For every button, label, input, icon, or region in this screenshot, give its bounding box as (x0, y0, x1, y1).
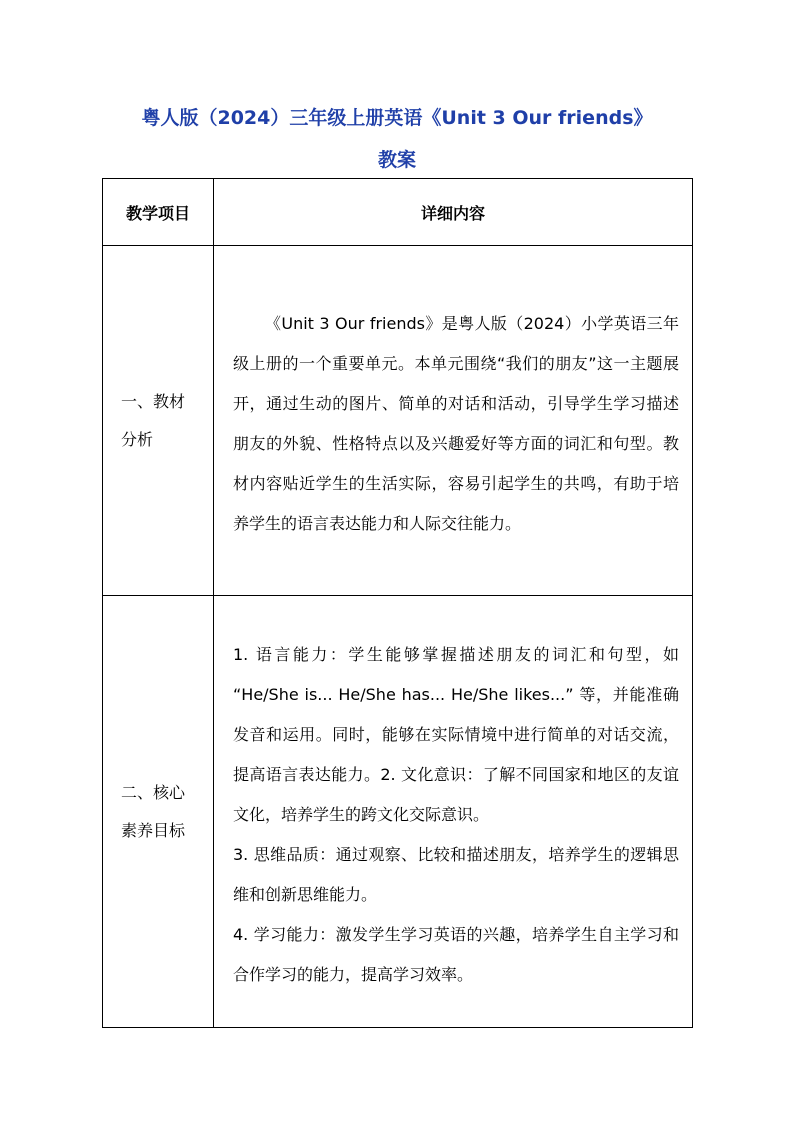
objective-item: 3. 思维品质：通过观察、比较和描述朋友，培养学生的逻辑思维和创新思维能力。 (233, 844, 679, 904)
row-label (103, 246, 214, 596)
row-label-line2: 分析 (121, 429, 154, 449)
row-label-line2: 素养目标 (121, 820, 186, 840)
content-paragraph: 《Unit 3 Our friends》是粤人版（2024）小学英语三年级上册的一个重要单元。本单元围绕“我们的朋友”这一主题展开，通过生动的图片、简单的对话和活动，引导学生学习描述朋友的外貌、性格特点以及兴趣爱好等方面的词汇和句型。教材内容贴近学生的生活实际，容易引起学生的共鸣，有助于培养学生的语言表达能力和人际交往能力。 (233, 313, 679, 533)
table-row (103, 596, 693, 1028)
document-title-line2: 教案 (377, 149, 416, 171)
document-title: 粤人版（2024）三年级上册英语《Unit 3 Our friends》 (141, 107, 653, 129)
row-label-line1: 一、教材 (121, 391, 186, 411)
table-row (103, 246, 693, 596)
row-content (214, 596, 693, 1028)
header-item: 教学项目 (103, 179, 214, 246)
objective-item: 4. 学习能力：激发学生学习英语的兴趣，培养学生自主学习和合作学习的能力，提高学习效率。 (233, 924, 679, 984)
objective-item: 1. 语言能力：学生能够掌握描述朋友的词汇和句型，如 “He/She is... He/She has... He/She likes...” 等，并能准确发音和运用。同时，能够在实际情境中进行简单的对话交流，提高语言表达能力。2. 文化意识：了解不同国家和地区的友谊文化，培养学生的跨文化交际意识。 (233, 644, 679, 824)
row-content (214, 246, 693, 596)
row-label (103, 596, 214, 1028)
header-content: 详细内容 (214, 179, 693, 246)
row-label-line1: 二、核心 (121, 782, 186, 802)
lesson-plan-table (102, 178, 693, 1028)
table-header-row (103, 179, 693, 246)
